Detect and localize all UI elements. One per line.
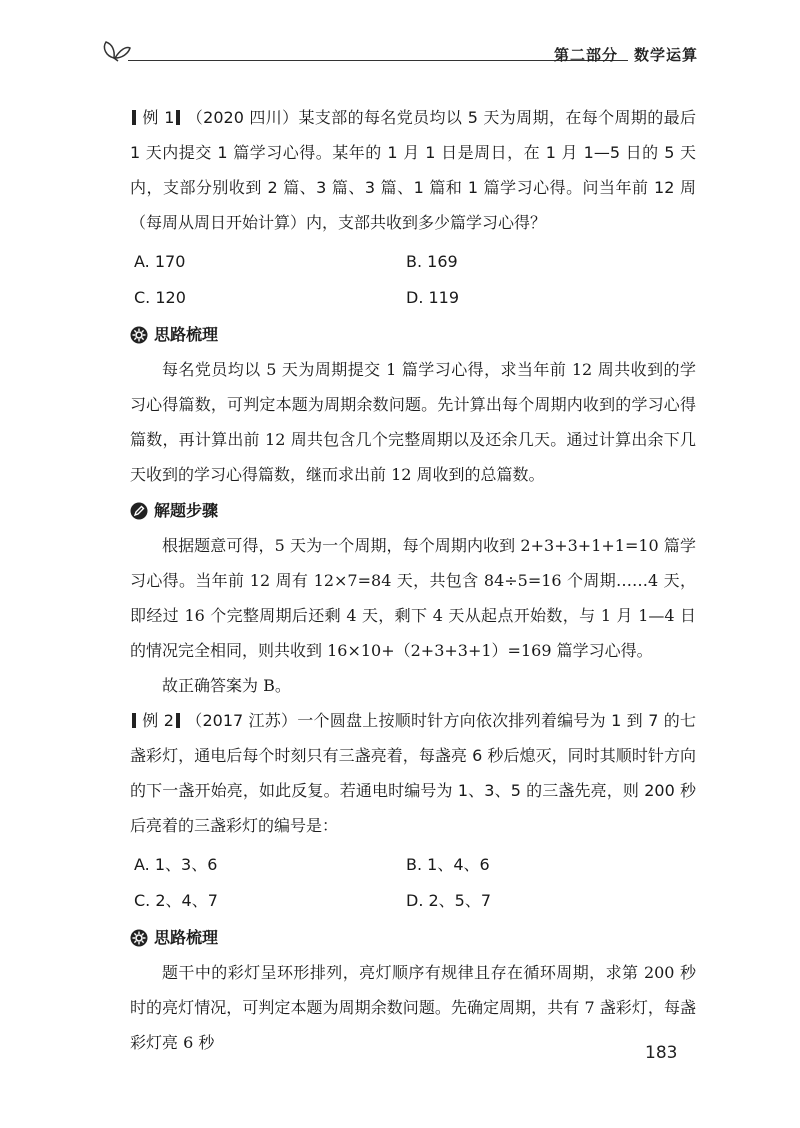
answer-text: 故正确答案为 B。: [162, 676, 291, 695]
example-1-stem: [130, 100, 696, 240]
label-bar-icon: [132, 713, 136, 728]
option-a: A. 170: [134, 252, 186, 271]
example-1-text: （2020 四川）某支部的每名党员均以 5 天为周期，在每个周期的最后 1 天内提交 1 篇学习心得。某年的 1 月 1 日是周日，在 1 月 1—5 日的 5 天内，支部分别收到 2 篇、3 篇、3 篇、1 篇和 1 篇学习心得。问当年前 12 周（每周从周日开始计算）内，支部共收到多少篇学习心得？: [130, 108, 696, 232]
analysis-title-2: 思路梳理: [154, 928, 219, 947]
leaf-icon: [98, 34, 132, 62]
steps-heading: [130, 494, 696, 528]
steps-title: 解题步骤: [154, 501, 219, 520]
analysis-heading: [130, 318, 696, 352]
option-a: A. 1、3、6: [134, 855, 218, 874]
label-bar-icon: [176, 110, 180, 125]
gear-icon: [130, 326, 148, 344]
page-number: 183: [645, 1043, 678, 1063]
page-header: [98, 34, 698, 70]
example-2-stem: [130, 703, 696, 843]
analysis-title: 思路梳理: [154, 325, 219, 344]
label-bar-icon: [132, 110, 136, 125]
option-b: B. 1、4、6: [406, 855, 490, 874]
option-d: D. 2、5、7: [406, 891, 492, 910]
option-d: D. 119: [406, 288, 460, 307]
page-content: [130, 100, 696, 1060]
option-c: C. 2、4、7: [134, 891, 218, 910]
example-1-label: 例 1: [142, 108, 175, 127]
example-2-label: 例 2: [142, 711, 174, 730]
section-title: 第二部分 数学运算: [553, 46, 698, 64]
analysis-text-2: 题干中的彩灯呈环形排列，亮灯顺序有规律且存在循环周期，求第 200 秒时的亮灯情况，可判定本题为周期余数问题。先确定周期，共有 7 盏彩灯，每盏彩灯亮 6 秒: [130, 963, 696, 1052]
label-bar-icon: [176, 713, 180, 728]
example-2-options: [130, 847, 696, 919]
analysis-text: 每名党员均以 5 天为周期提交 1 篇学习心得，求当年前 12 周共收到的学习心得篇数，可判定本题为周期余数问题。先计算出每个周期内收到的学习心得篇数，再计算出前 12 周共包含几个完整周期以及还余几天。通过计算出余下几天收到的学习心得篇数，继而求出前 12 周收到的总篇数。: [130, 360, 696, 484]
option-c: C. 120: [134, 288, 186, 307]
pen-icon: [130, 502, 148, 520]
gear-icon: [130, 929, 148, 947]
steps-text: 根据题意可得，5 天为一个周期，每个周期内收到 2+3+3+1+1=10 篇学习心得。当年前 12 周有 12×7=84 天，共包含 84÷5=16 个周期……4 天，即经过 16 个完整周期后还剩 4 天，剩下 4 天从起点开始数，与 1 月 1—4 日的情况完全相同，则共收到 16×10+（2+3+3+1）=169 篇学习心得。: [130, 536, 696, 660]
example-2-text: （2017 江苏）一个圆盘上按顺时针方向依次排列着编号为 1 到 7 的七盏彩灯，通电后每个时刻只有三盏亮着，每盏亮 6 秒后熄灭，同时其顺时针方向的下一盏开始亮，如此反复。若通电时编号为 1、3、5 的三盏先亮，则 200 秒后亮着的三盏彩灯的编号是：: [130, 711, 696, 835]
option-b: B. 169: [406, 252, 458, 271]
example-1-options: [130, 244, 696, 316]
analysis-heading-2: [130, 921, 696, 955]
